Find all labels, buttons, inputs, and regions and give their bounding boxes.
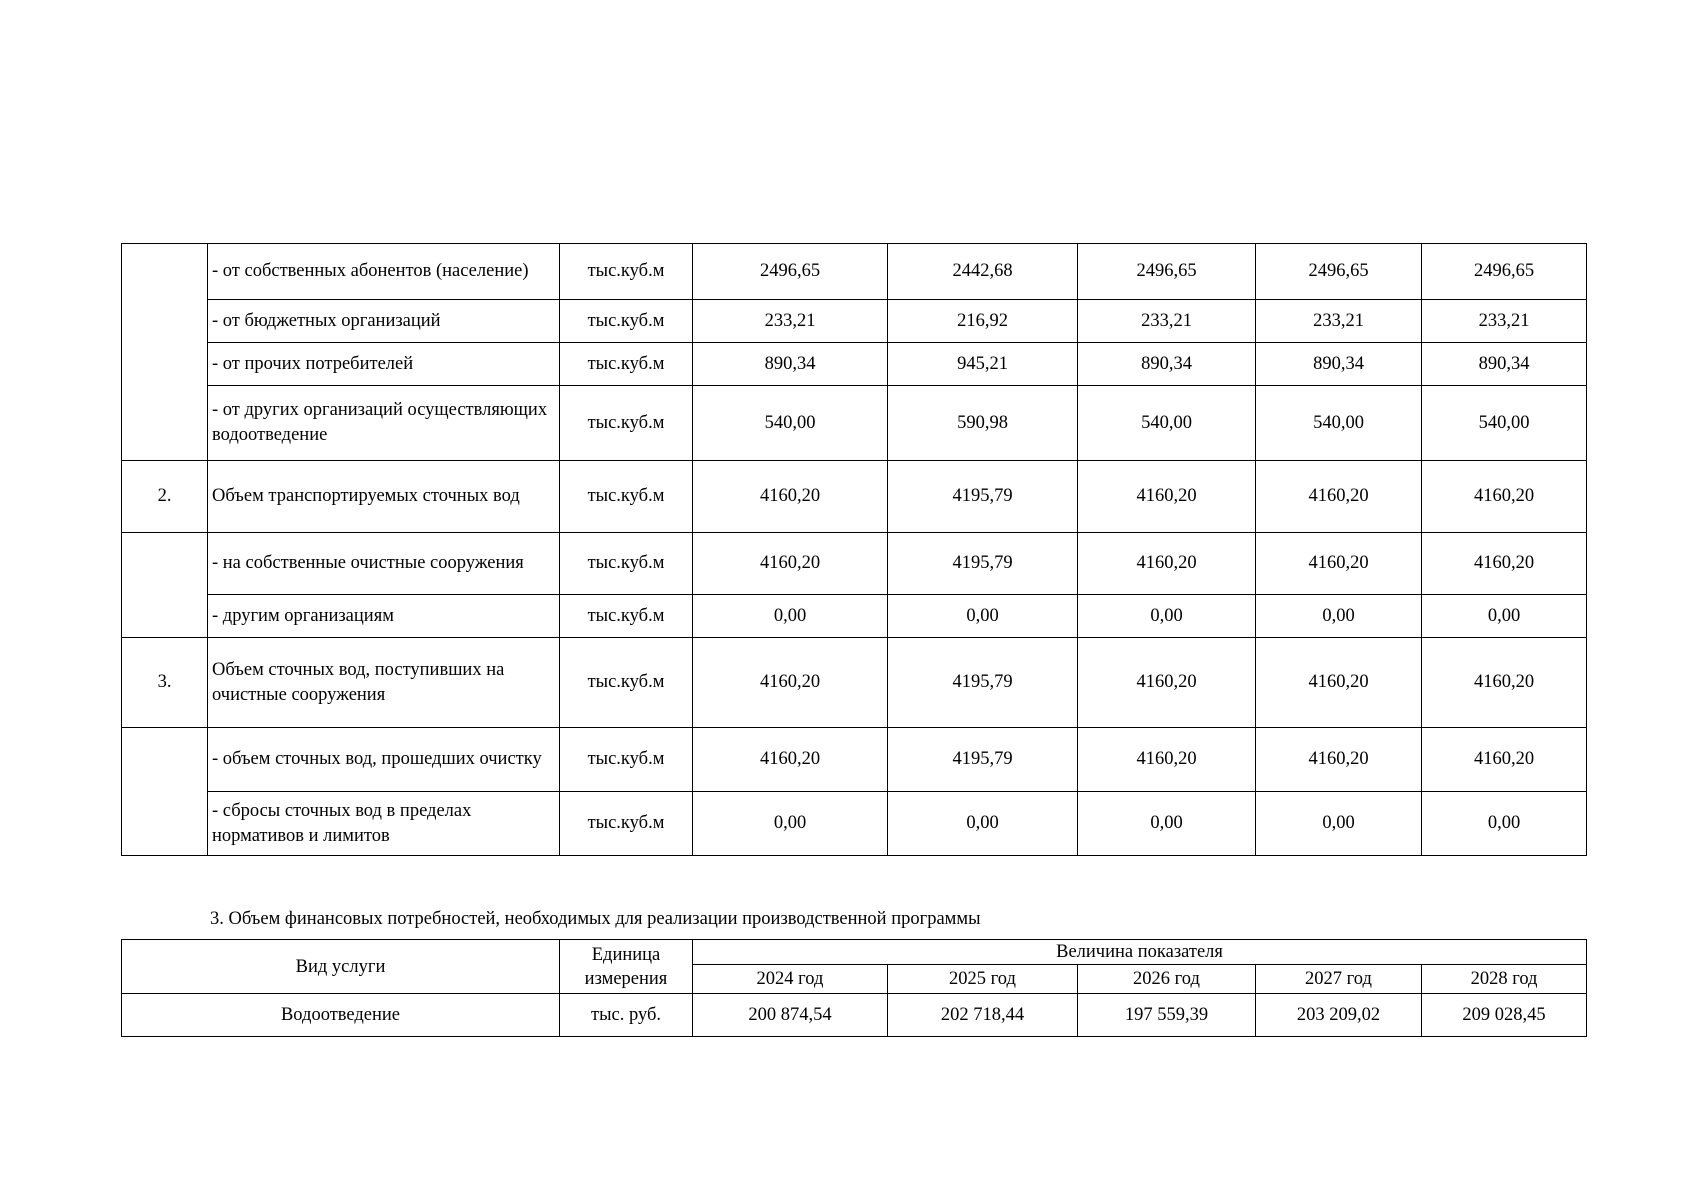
table-row [122,386,1587,461]
production-program-table [121,243,1587,856]
financial-needs-table [121,939,1587,1037]
service-header: Вид услуги [122,940,560,994]
value-cell: 890,34 [1256,343,1422,386]
value-cell: 0,00 [693,595,888,638]
value-cell: 4160,20 [693,533,888,595]
value-cell: 890,34 [1422,343,1587,386]
row-unit: тыс.куб.м [560,792,693,856]
value-cell: 233,21 [1078,300,1256,343]
value-cell: 200 874,54 [693,994,888,1037]
row-label: Объем транспортируемых сточных вод [208,461,560,533]
row-unit: тыс.куб.м [560,595,693,638]
value-cell: 4160,20 [1256,638,1422,728]
value-cell: 2496,65 [1078,244,1256,300]
value-cell: 0,00 [1078,792,1256,856]
year-header: 2026 год [1078,965,1256,994]
row-unit: тыс. руб. [560,994,693,1037]
table-row [122,728,1587,792]
value-cell: 945,21 [888,343,1078,386]
row-label: - от собственных абонентов (население) [208,244,560,300]
table-row [122,343,1587,386]
value-cell: 4160,20 [1256,533,1422,595]
service-name: Водоотведение [122,994,560,1037]
value-cell: 540,00 [1256,386,1422,461]
value-cell: 4160,20 [1422,638,1587,728]
row-unit: тыс.куб.м [560,244,693,300]
row-unit: тыс.куб.м [560,461,693,533]
value-cell: 233,21 [1256,300,1422,343]
year-header: 2024 год [693,965,888,994]
value-cell: 2496,65 [693,244,888,300]
value-cell: 4160,20 [1256,728,1422,792]
value-cell: 4160,20 [1078,638,1256,728]
row-label: - от бюджетных организаций [208,300,560,343]
value-cell: 4160,20 [1078,461,1256,533]
table-row [122,595,1587,638]
value-cell: 203 209,02 [1256,994,1422,1037]
row-label: - другим организациям [208,595,560,638]
value-cell: 4195,79 [888,461,1078,533]
table-row [122,533,1587,595]
value-cell: 590,98 [888,386,1078,461]
value-cell: 4160,20 [693,461,888,533]
row-label: - от других организаций осуществляющих водоотведение [208,386,560,461]
value-cell: 4195,79 [888,638,1078,728]
row-unit: тыс.куб.м [560,638,693,728]
value-cell: 4195,79 [888,533,1078,595]
table-row [122,300,1587,343]
year-header: 2028 год [1422,965,1587,994]
value-cell: 197 559,39 [1078,994,1256,1037]
row-number: 3. [122,638,208,728]
value-cell: 209 028,45 [1422,994,1587,1037]
value-cell: 4160,20 [1422,461,1587,533]
table-row [122,244,1587,300]
value-cell: 4160,20 [1422,728,1587,792]
row-label: - объем сточных вод, прошедших очистку [208,728,560,792]
row-number-cell [122,244,208,461]
row-number: 2. [122,461,208,533]
value-cell: 0,00 [1256,595,1422,638]
value-cell: 0,00 [1422,792,1587,856]
value-cell: 233,21 [1422,300,1587,343]
value-cell: 540,00 [693,386,888,461]
value-cell: 4195,79 [888,728,1078,792]
value-cell: 890,34 [1078,343,1256,386]
row-unit: тыс.куб.м [560,386,693,461]
value-cell: 2496,65 [1422,244,1587,300]
value-cell: 0,00 [888,595,1078,638]
value-cell: 233,21 [693,300,888,343]
value-cell: 2496,65 [1256,244,1422,300]
value-cell: 0,00 [1078,595,1256,638]
value-cell: 4160,20 [693,728,888,792]
table-row [122,792,1587,856]
year-header: 2027 год [1256,965,1422,994]
row-label: - сбросы сточных вод в пределах нормативов и лимитов [208,792,560,856]
row-unit: тыс.куб.м [560,728,693,792]
value-cell: 0,00 [1256,792,1422,856]
row-unit: тыс.куб.м [560,533,693,595]
value-cell: 4160,20 [1078,533,1256,595]
row-label: - на собственные очистные сооружения [208,533,560,595]
value-cell: 540,00 [1422,386,1587,461]
value-cell: 0,00 [1422,595,1587,638]
row-label: Объем сточных вод, поступивших на очистные сооружения [208,638,560,728]
value-cell: 216,92 [888,300,1078,343]
value-cell: 4160,20 [1422,533,1587,595]
row-number-cell [122,533,208,638]
value-cell: 0,00 [693,792,888,856]
value-cell: 0,00 [888,792,1078,856]
value-cell: 2442,68 [888,244,1078,300]
value-cell: 540,00 [1078,386,1256,461]
row-unit: тыс.куб.м [560,343,693,386]
unit-header: Единица измерения [560,940,693,994]
table-row [122,461,1587,533]
value-cell: 4160,20 [1078,728,1256,792]
value-cell: 890,34 [693,343,888,386]
row-unit: тыс.куб.м [560,300,693,343]
section-caption: 3. Объем финансовых потребностей, необходимых для реализации производственной программы [210,909,981,929]
year-header: 2025 год [888,965,1078,994]
header-row [122,940,1587,965]
value-group-header: Величина показателя [693,940,1587,965]
table-row [122,638,1587,728]
value-cell: 4160,20 [693,638,888,728]
row-label: - от прочих потребителей [208,343,560,386]
value-cell: 4160,20 [1256,461,1422,533]
row-number-cell [122,728,208,856]
table-row [122,994,1587,1037]
value-cell: 202 718,44 [888,994,1078,1037]
